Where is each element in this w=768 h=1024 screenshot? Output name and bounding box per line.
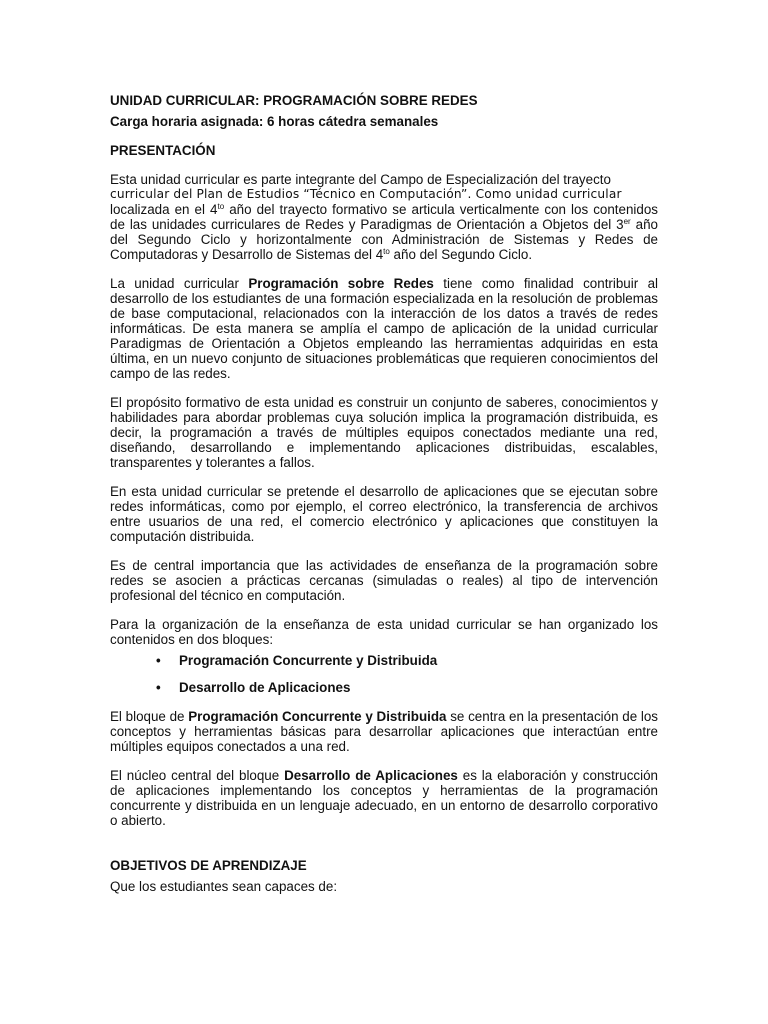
finalidad-bold: Programación sobre Redes	[248, 276, 434, 291]
desarrollo-post: es la elaboración y construcción de aplicaciones implementando los conceptos y herramientas de la programación concurrente y distribuida en un lenguaje adecuado, en un entorno de desarrollo corporativo o abierto.	[110, 768, 658, 828]
intro-line-6a: Sistemas y Redes de Computadoras y Desarrollo de Sistemas del 4	[110, 232, 658, 262]
intro-line-4: contenidos de las unidades curriculares de Redes y Paradigmas de Orientación a	[110, 202, 658, 232]
unit-title: UNIDAD CURRICULAR: PROGRAMACIÓN SOBRE REDES	[110, 93, 478, 108]
intro-line-1: Esta unidad curricular es parte integrante del Campo de Especialización del trayecto	[110, 172, 611, 187]
intro-sup-3: to	[383, 247, 390, 256]
intro-sup-2: er	[623, 217, 631, 226]
concurrente-bold: Programación Concurrente y Distribuida	[188, 709, 447, 724]
hours-line: Carga horaria asignada: 6 horas cátedra semanales	[110, 114, 439, 129]
document-body	[110, 93, 658, 894]
section-heading-presentacion: PRESENTACIÓN	[110, 143, 216, 158]
intro-line-5b: año del Segundo Ciclo y horizontalmente con Administración de	[110, 217, 658, 247]
paragraph-organizacion: Para la organización de la enseñanza de esta unidad curricular se han organizado los contenidos en dos bloques:	[110, 617, 658, 647]
bullet-glyph: •	[156, 653, 161, 668]
list-item-label: Programación Concurrente y Distribuida	[179, 653, 438, 668]
paragraph-proposito: El propósito formativo de esta unidad es construir un conjunto de saberes, conocimientos y habilidades para abordar problemas cuya solución implica la programación distribuida, es decir, la programación a través de múltiples equipos conectados mediante una red, diseñando, desarrollando e implementando aplicaciones distribuidas, escalables, transparentes y tolerantes a fallos.	[110, 395, 658, 470]
intro-line-5a: Objetos del 3	[542, 217, 624, 232]
desarrollo-bold: Desarrollo de Aplicaciones	[284, 768, 458, 783]
paragraph-intro	[110, 172, 658, 262]
objetivos-intro: Que los estudiantes sean capaces de:	[110, 879, 338, 894]
paragraph-importancia: Es de central importancia que las actividades de enseñanza de la programación sobre redes se asocien a prácticas cercanas (simuladas o reales) al tipo de intervención profesional del técnico en computación.	[110, 558, 658, 603]
intro-line-7: Ciclo.	[498, 247, 533, 262]
list-item	[110, 653, 658, 668]
concurrente-pre: El bloque de	[110, 709, 189, 724]
list-item-label: Desarrollo de Aplicaciones	[179, 680, 351, 695]
intro-line-2: curricular del Plan de Estudios “Técnico en Computación”. Como unidad curricular	[110, 187, 622, 201]
paragraph-finalidad	[110, 276, 658, 381]
paragraph-bloque-concurrente	[110, 709, 658, 754]
paragraph-bloque-desarrollo	[110, 768, 658, 828]
intro-sup-1: to	[217, 202, 225, 211]
paragraph-aplicaciones: En esta unidad curricular se pretende el desarrollo de aplicaciones que se ejecutan sobre redes informáticas, como por ejemplo, el correo electrónico, la transferencia de archivos entre usuarios de una red, el comercio electrónico y aplicaciones que constituyen la computación distribuida.	[110, 484, 658, 544]
intro-line-3a: localizada en el 4	[110, 202, 218, 217]
section-heading-objetivos: OBJETIVOS DE APRENDIZAJE	[110, 858, 307, 873]
list-item	[110, 680, 658, 695]
intro-line-3b: año del trayecto formativo se articula verticalmente con los	[224, 202, 589, 217]
bloques-list	[110, 653, 658, 695]
concurrente-post: se centra en la presentación de los conceptos y herramientas básicas para desarrollar aplicaciones que interactúan entre múltiples equipos conectados a una red.	[110, 709, 658, 754]
desarrollo-pre: El núcleo central del bloque	[110, 768, 285, 783]
finalidad-pre: La unidad curricular	[110, 276, 249, 291]
finalidad-post: tiene como finalidad contribuir al desarrollo de los estudiantes de una formación especializada en la resolución de problemas de base computacional, relacionados con la interacción de los datos a través de redes informáticas. De esta manera se amplía el campo de aplicación de la unidad curricular Paradigmas de Orientación a Objetos empleando las herramientas adquiridas en esta última, en un nuevo conjunto de situaciones problemáticas que requieren conocimientos del campo de las redes.	[110, 276, 659, 381]
intro-line-6b: año del Segundo	[389, 247, 495, 262]
bullet-glyph: •	[156, 680, 161, 695]
